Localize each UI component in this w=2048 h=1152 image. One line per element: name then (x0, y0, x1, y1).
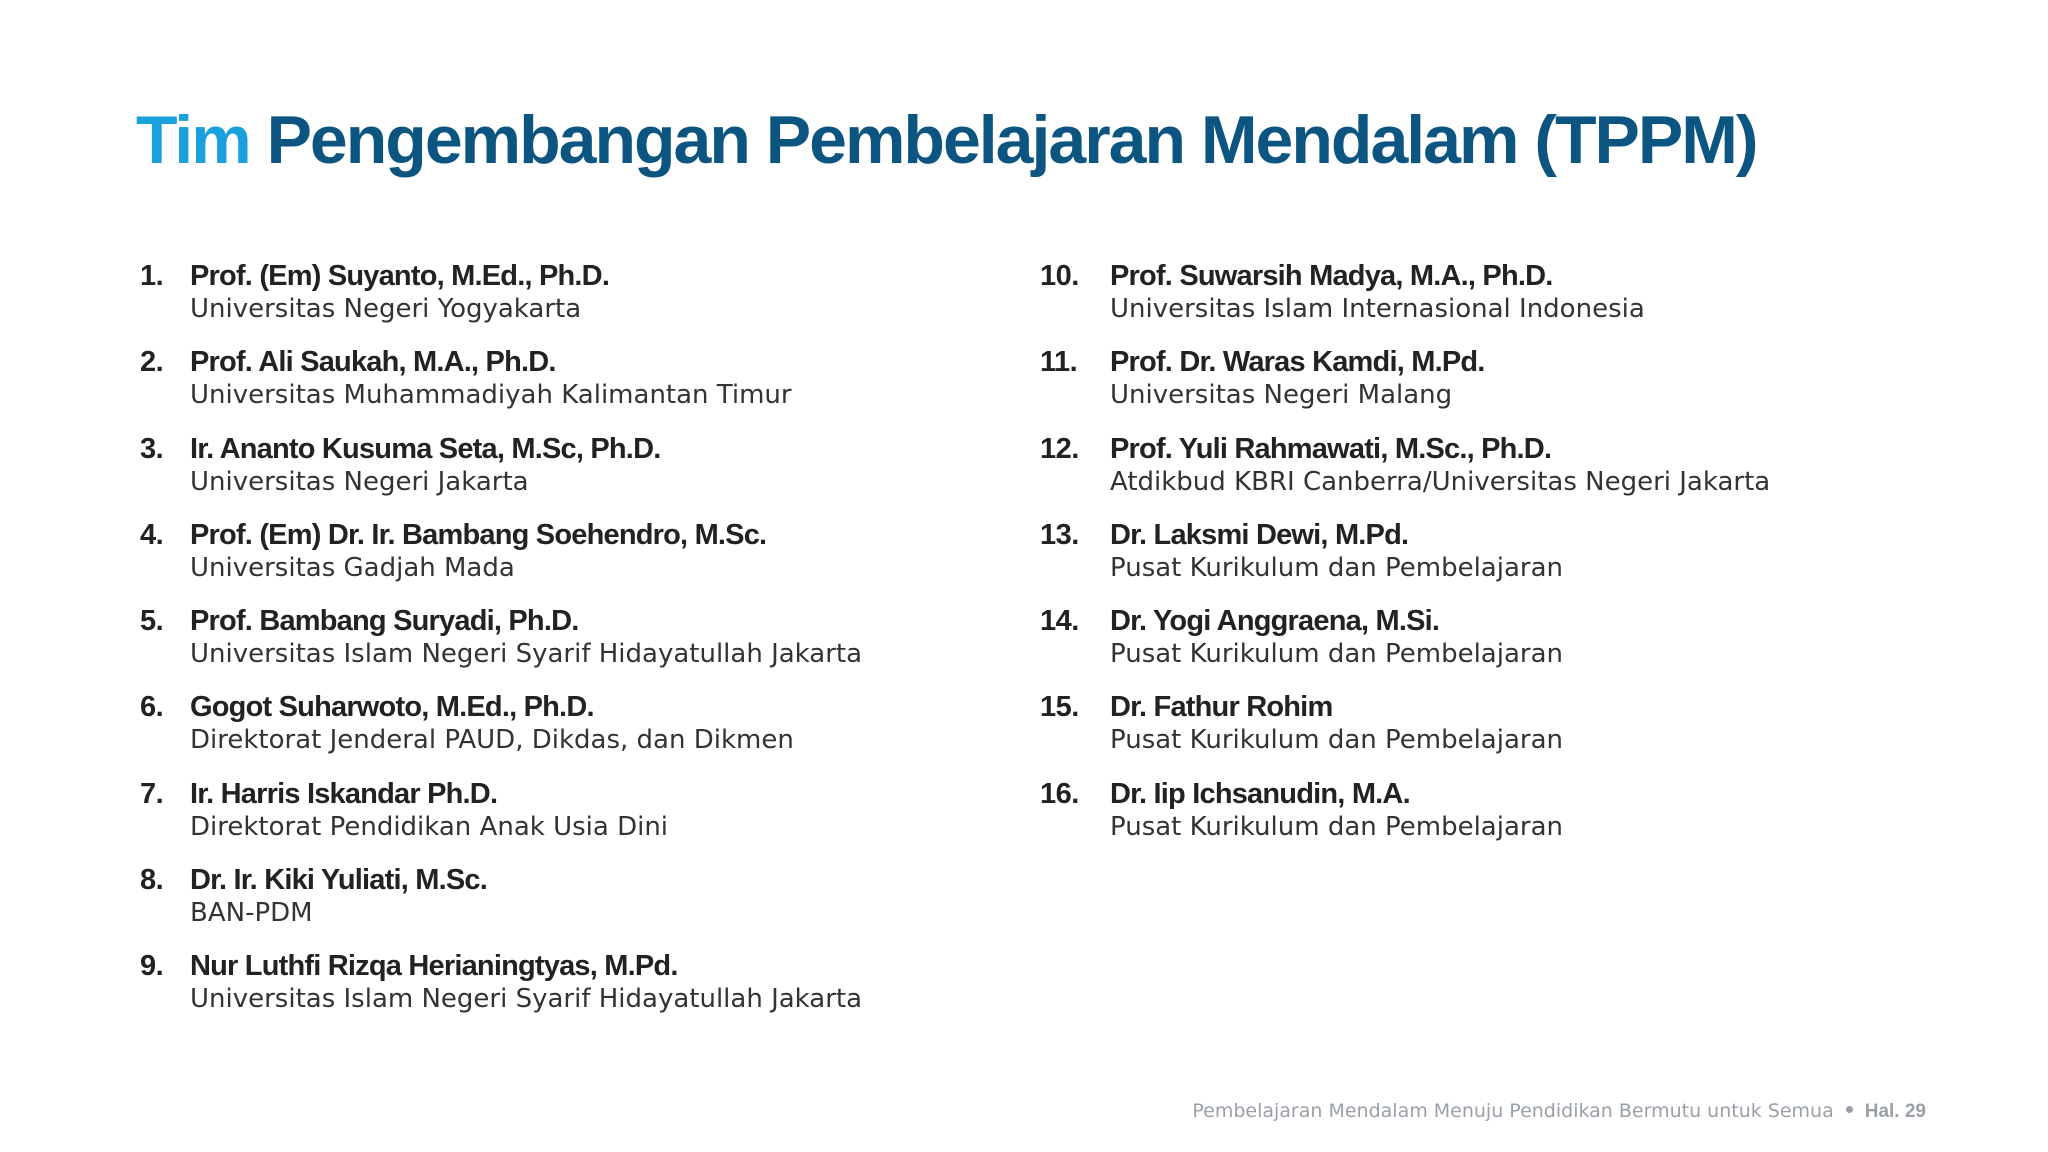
list-item (140, 256, 1020, 342)
member-affiliation: BAN-PDM (190, 898, 313, 929)
member-affiliation: Pusat Kurikulum dan Pembelajaran (1110, 639, 1563, 670)
item-number: 7. (140, 777, 164, 810)
list-item (1040, 774, 1940, 860)
item-number: 1. (140, 260, 164, 292)
member-name: Dr. Laksmi Dewi, M.Pd. (1110, 518, 1409, 551)
member-affiliation: Pusat Kurikulum dan Pembelajaran (1110, 552, 1563, 583)
member-name: Ir. Ananto Kusuma Seta, M.Sc, Ph.D. (190, 432, 661, 465)
member-name: Nur Luthfi Rizqa Herianingtyas, M.Pd. (190, 950, 678, 983)
member-name: Prof. Dr. Waras Kamdi, M.Pd. (1110, 346, 1485, 379)
member-name: Prof. (Em) Dr. Ir. Bambang Soehendro, M.Sc. (190, 518, 767, 551)
item-number: 13. (1040, 518, 1079, 551)
item-number: 9. (140, 950, 164, 983)
member-affiliation: Pusat Kurikulum dan Pembelajaran (1110, 811, 1563, 842)
item-number: 4. (140, 518, 164, 551)
item-number: 15. (1040, 691, 1079, 724)
footer-text: Pembelajaran Mendalam Menuju Pendidikan Bermutu untuk Semua (1192, 1100, 1834, 1122)
page-number: Hal. 29 (1864, 1101, 1926, 1122)
member-name: Prof. Yuli Rahmawati, M.Sc., Ph.D. (1110, 432, 1552, 465)
member-name: Prof. Bambang Suryadi, Ph.D. (190, 605, 579, 638)
member-affiliation: Universitas Negeri Yogyakarta (190, 294, 582, 324)
title-main: Pengembangan Pembelajaran Mendalam (TPPM) (266, 102, 1757, 178)
item-number: 5. (140, 605, 164, 638)
list-item (140, 946, 1020, 1032)
list-item (1040, 687, 1940, 773)
item-number: 12. (1040, 432, 1079, 465)
member-affiliation: Universitas Negeri Jakarta (190, 466, 529, 497)
member-affiliation: Universitas Negeri Malang (1110, 380, 1453, 411)
item-number: 16. (1040, 777, 1079, 810)
list-item (140, 687, 1020, 773)
member-name: Dr. Fathur Rohim (1110, 691, 1333, 724)
member-affiliation: Direktorat Pendidikan Anak Usia Dini (190, 811, 669, 842)
member-affiliation: Universitas Gadjah Mada (190, 552, 515, 583)
page-title (136, 100, 1757, 182)
list-item (140, 515, 1020, 601)
member-affiliation: Atdikbud KBRI Canberra/Universitas Negeri Jakarta (1110, 466, 1771, 497)
member-name: Prof. Suwarsih Madya, M.A., Ph.D. (1110, 260, 1553, 292)
member-affiliation: Direktorat Jenderal PAUD, Dikdas, dan Dikmen (190, 725, 794, 756)
list-item (1040, 429, 1940, 515)
item-number: 6. (140, 691, 164, 724)
list-item (140, 860, 1020, 946)
member-affiliation: Universitas Islam Negeri Syarif Hidayatullah Jakarta (190, 984, 863, 1015)
list-item (1040, 342, 1940, 428)
item-number: 3. (140, 432, 164, 465)
member-affiliation: Pusat Kurikulum dan Pembelajaran (1110, 725, 1563, 756)
member-name: Dr. Yogi Anggraena, M.Si. (1110, 605, 1440, 638)
item-number: 2. (140, 346, 164, 379)
member-name: Ir. Harris Iskandar Ph.D. (190, 777, 498, 810)
list-item (1040, 515, 1940, 601)
member-name: Dr. Iip Ichsanudin, M.A. (1110, 777, 1410, 810)
bullet-separator-icon (1846, 1106, 1853, 1113)
list-item (1040, 256, 1940, 342)
member-name: Gogot Suharwoto, M.Ed., Ph.D. (190, 691, 594, 724)
item-number: 14. (1040, 605, 1079, 638)
item-number: 11. (1040, 346, 1078, 379)
member-affiliation: Universitas Islam Negeri Syarif Hidayatullah Jakarta (190, 639, 863, 670)
list-item (140, 342, 1020, 428)
member-name: Prof. Ali Saukah, M.A., Ph.D. (190, 346, 556, 379)
member-name: Prof. (Em) Suyanto, M.Ed., Ph.D. (190, 260, 610, 292)
member-affiliation: Universitas Muhammadiyah Kalimantan Timur (190, 380, 792, 411)
member-affiliation: Universitas Islam Internasional Indonesia (1110, 294, 1645, 324)
title-accent: Tim (136, 102, 250, 178)
item-number: 8. (140, 864, 164, 897)
member-name: Dr. Ir. Kiki Yuliati, M.Sc. (190, 864, 487, 897)
list-item (140, 601, 1020, 687)
list-item (140, 774, 1020, 860)
member-list-right (1040, 256, 1940, 860)
member-list-left (140, 256, 1020, 1033)
page-footer (1192, 1100, 1926, 1123)
list-item (1040, 601, 1940, 687)
list-item (140, 429, 1020, 515)
item-number: 10. (1040, 260, 1079, 292)
